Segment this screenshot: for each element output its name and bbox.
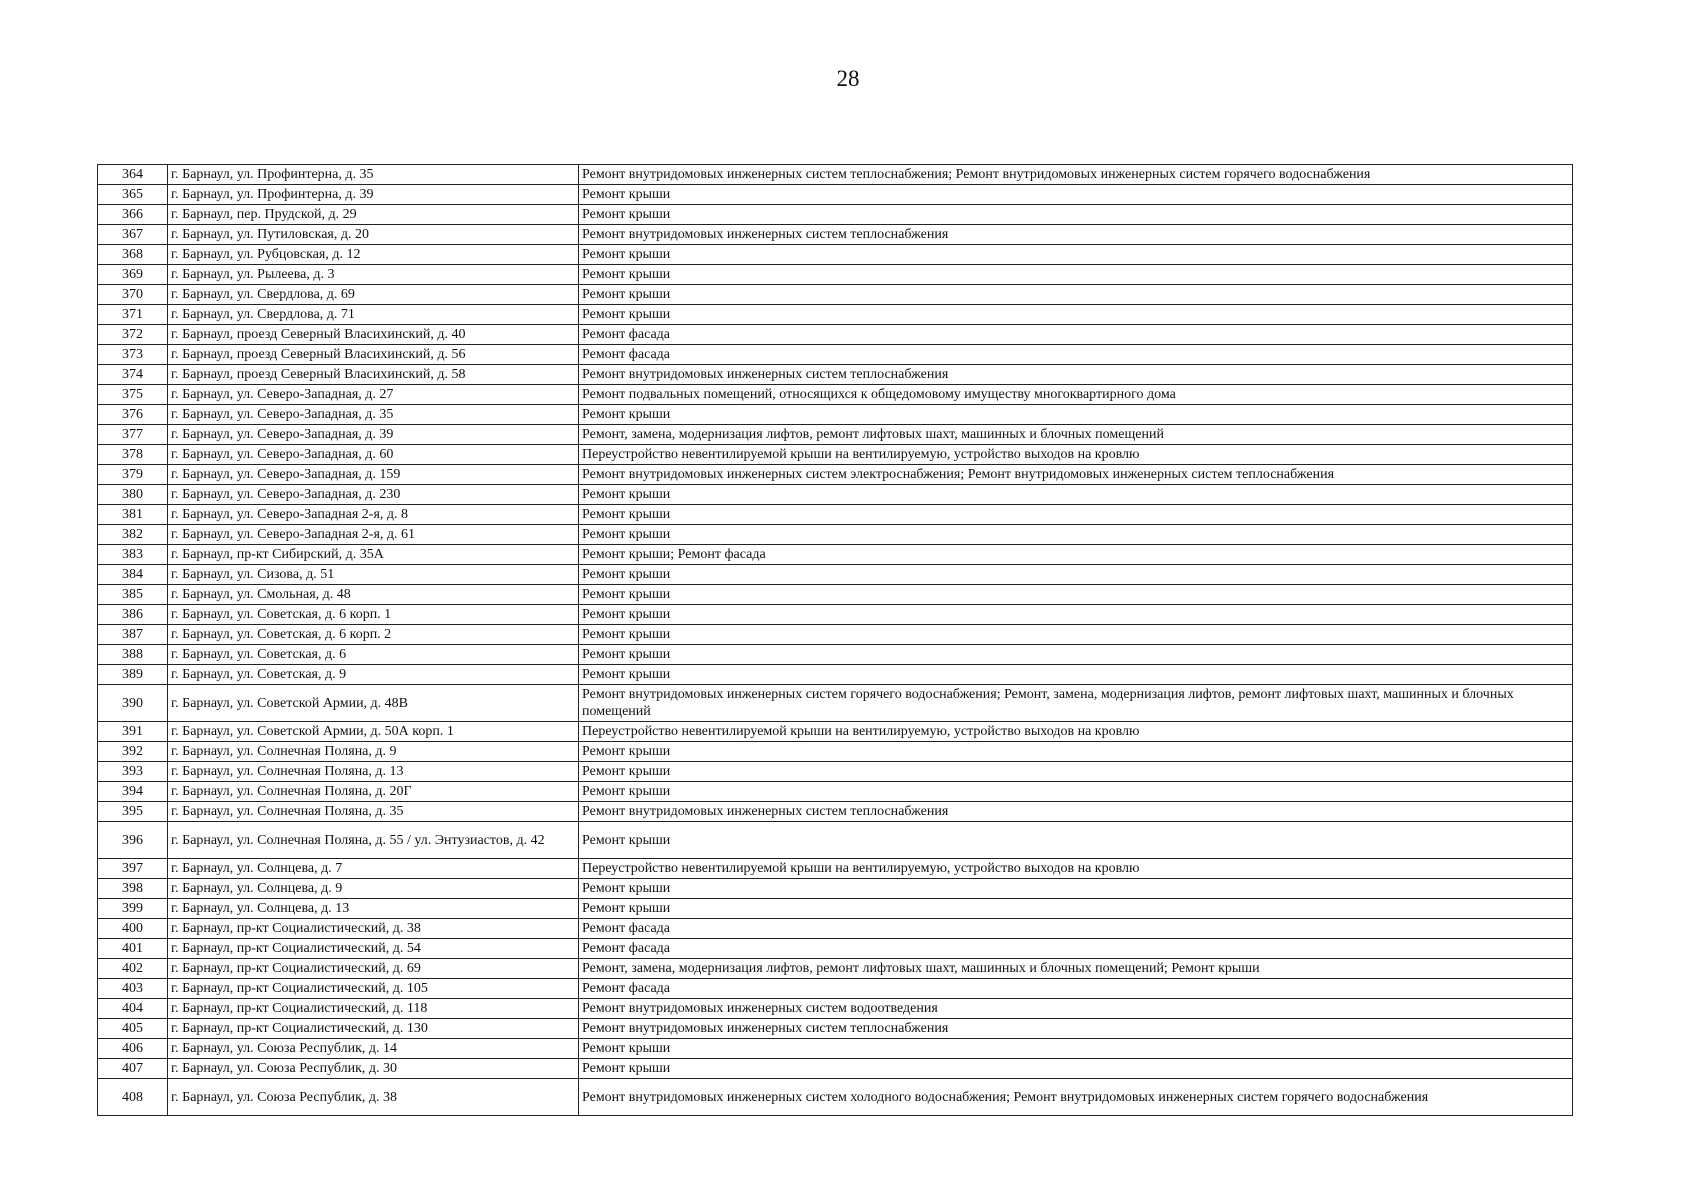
address-cell: г. Барнаул, пер. Прудской, д. 29: [168, 205, 579, 225]
address-cell: г. Барнаул, проезд Северный Власихинский, д. 58: [168, 365, 579, 385]
register-body: [98, 165, 1573, 1116]
table-row: [98, 999, 1573, 1019]
address-cell: г. Барнаул, пр-кт Социалистический, д. 38: [168, 919, 579, 939]
table-row: [98, 959, 1573, 979]
table-row: [98, 822, 1573, 859]
row-number-cell: 385: [98, 585, 168, 605]
table-row: [98, 365, 1573, 385]
table-row: [98, 325, 1573, 345]
row-number-cell: 375: [98, 385, 168, 405]
address-cell: г. Барнаул, пр-кт Социалистический, д. 105: [168, 979, 579, 999]
table-row: [98, 545, 1573, 565]
work-type-cell: Ремонт крыши: [579, 665, 1573, 685]
address-cell: г. Барнаул, пр-кт Социалистический, д. 118: [168, 999, 579, 1019]
row-number-cell: 377: [98, 425, 168, 445]
row-number-cell: 389: [98, 665, 168, 685]
table-row: [98, 305, 1573, 325]
row-number-cell: 376: [98, 405, 168, 425]
table-row: [98, 979, 1573, 999]
table-row: [98, 605, 1573, 625]
row-number-cell: 403: [98, 979, 168, 999]
table-row: [98, 225, 1573, 245]
address-cell: г. Барнаул, ул. Советская, д. 9: [168, 665, 579, 685]
table-row: [98, 405, 1573, 425]
table-row: [98, 919, 1573, 939]
row-number-cell: 406: [98, 1039, 168, 1059]
address-cell: г. Барнаул, ул. Северо-Западная, д. 27: [168, 385, 579, 405]
row-number-cell: 384: [98, 565, 168, 585]
row-number-cell: 364: [98, 165, 168, 185]
row-number-cell: 399: [98, 899, 168, 919]
work-type-cell: Ремонт крыши: [579, 525, 1573, 545]
table-row: [98, 1039, 1573, 1059]
work-type-cell: Ремонт крыши: [579, 822, 1573, 859]
work-type-cell: Переустройство невентилируемой крыши на вентилируемую, устройство выходов на кровлю: [579, 722, 1573, 742]
work-type-cell: Ремонт крыши: [579, 185, 1573, 205]
work-type-cell: Ремонт, замена, модернизация лифтов, ремонт лифтовых шахт, машинных и блочных помещений: [579, 425, 1573, 445]
work-type-cell: Ремонт крыши: [579, 305, 1573, 325]
row-number-cell: 402: [98, 959, 168, 979]
row-number-cell: 370: [98, 285, 168, 305]
table-row: [98, 762, 1573, 782]
work-type-cell: Ремонт крыши: [579, 742, 1573, 762]
address-cell: г. Барнаул, ул. Северо-Западная, д. 35: [168, 405, 579, 425]
work-type-cell: Ремонт фасада: [579, 939, 1573, 959]
table-row: [98, 645, 1573, 665]
address-cell: г. Барнаул, ул. Свердлова, д. 71: [168, 305, 579, 325]
table-row: [98, 425, 1573, 445]
address-cell: г. Барнаул, ул. Советская, д. 6 корп. 2: [168, 625, 579, 645]
address-cell: г. Барнаул, ул. Солнечная Поляна, д. 13: [168, 762, 579, 782]
address-cell: г. Барнаул, ул. Солнцева, д. 9: [168, 879, 579, 899]
work-type-cell: Ремонт фасада: [579, 345, 1573, 365]
work-type-cell: Ремонт внутридомовых инженерных систем водоотведения: [579, 999, 1573, 1019]
address-cell: г. Барнаул, пр-кт Социалистический, д. 69: [168, 959, 579, 979]
row-number-cell: 382: [98, 525, 168, 545]
work-type-cell: Ремонт внутридомовых инженерных систем теплоснабжения: [579, 365, 1573, 385]
row-number-cell: 371: [98, 305, 168, 325]
work-type-cell: Ремонт внутридомовых инженерных систем теплоснабжения: [579, 1019, 1573, 1039]
address-cell: г. Барнаул, ул. Путиловская, д. 20: [168, 225, 579, 245]
table-row: [98, 565, 1573, 585]
table-row: [98, 465, 1573, 485]
row-number-cell: 400: [98, 919, 168, 939]
address-cell: г. Барнаул, проезд Северный Власихинский, д. 56: [168, 345, 579, 365]
row-number-cell: 366: [98, 205, 168, 225]
row-number-cell: 391: [98, 722, 168, 742]
address-cell: г. Барнаул, ул. Солнечная Поляна, д. 35: [168, 802, 579, 822]
address-cell: г. Барнаул, ул. Солнцева, д. 7: [168, 859, 579, 879]
work-type-cell: Ремонт крыши: [579, 505, 1573, 525]
row-number-cell: 392: [98, 742, 168, 762]
address-cell: г. Барнаул, ул. Советской Армии, д. 50А корп. 1: [168, 722, 579, 742]
row-number-cell: 369: [98, 265, 168, 285]
work-type-cell: Ремонт крыши: [579, 565, 1573, 585]
address-cell: г. Барнаул, ул. Союза Республик, д. 14: [168, 1039, 579, 1059]
address-cell: г. Барнаул, ул. Смольная, д. 48: [168, 585, 579, 605]
table-row: [98, 625, 1573, 645]
work-type-cell: Ремонт крыши: [579, 265, 1573, 285]
table-row: [98, 245, 1573, 265]
row-number-cell: 386: [98, 605, 168, 625]
work-type-cell: Ремонт крыши: [579, 285, 1573, 305]
row-number-cell: 372: [98, 325, 168, 345]
address-cell: г. Барнаул, ул. Союза Республик, д. 30: [168, 1059, 579, 1079]
table-row: [98, 345, 1573, 365]
address-cell: г. Барнаул, ул. Профинтерна, д. 35: [168, 165, 579, 185]
table-row: [98, 685, 1573, 722]
work-type-cell: Ремонт внутридомовых инженерных систем теплоснабжения: [579, 802, 1573, 822]
address-cell: г. Барнаул, ул. Северо-Западная, д. 159: [168, 465, 579, 485]
table-row: [98, 859, 1573, 879]
work-type-cell: Ремонт внутридомовых инженерных систем теплоснабжения; Ремонт внутридомовых инженерных систем горячего водоснабжения: [579, 165, 1573, 185]
work-type-cell: Ремонт крыши: [579, 782, 1573, 802]
address-cell: г. Барнаул, ул. Северо-Западная, д. 230: [168, 485, 579, 505]
table-row: [98, 802, 1573, 822]
work-type-cell: Ремонт фасада: [579, 919, 1573, 939]
row-number-cell: 397: [98, 859, 168, 879]
address-cell: г. Барнаул, ул. Профинтерна, д. 39: [168, 185, 579, 205]
address-cell: г. Барнаул, ул. Северо-Западная, д. 60: [168, 445, 579, 465]
row-number-cell: 380: [98, 485, 168, 505]
work-type-cell: Переустройство невентилируемой крыши на вентилируемую, устройство выходов на кровлю: [579, 445, 1573, 465]
row-number-cell: 387: [98, 625, 168, 645]
work-type-cell: Ремонт крыши: [579, 405, 1573, 425]
table-row: [98, 385, 1573, 405]
work-type-cell: Ремонт крыши: [579, 645, 1573, 665]
address-cell: г. Барнаул, ул. Солнцева, д. 13: [168, 899, 579, 919]
work-type-cell: Ремонт фасада: [579, 979, 1573, 999]
work-type-cell: Ремонт фасада: [579, 325, 1573, 345]
row-number-cell: 388: [98, 645, 168, 665]
table-row: [98, 265, 1573, 285]
work-type-cell: Ремонт внутридомовых инженерных систем теплоснабжения: [579, 225, 1573, 245]
row-number-cell: 405: [98, 1019, 168, 1039]
address-cell: г. Барнаул, ул. Северо-Западная, д. 39: [168, 425, 579, 445]
row-number-cell: 394: [98, 782, 168, 802]
row-number-cell: 383: [98, 545, 168, 565]
row-number-cell: 398: [98, 879, 168, 899]
row-number-cell: 395: [98, 802, 168, 822]
address-cell: г. Барнаул, ул. Солнечная Поляна, д. 20Г: [168, 782, 579, 802]
work-type-cell: Ремонт крыши: [579, 1039, 1573, 1059]
table-row: [98, 485, 1573, 505]
address-cell: г. Барнаул, ул. Союза Республик, д. 38: [168, 1079, 579, 1116]
row-number-cell: 404: [98, 999, 168, 1019]
row-number-cell: 408: [98, 1079, 168, 1116]
table-row: [98, 525, 1573, 545]
row-number-cell: 374: [98, 365, 168, 385]
row-number-cell: 365: [98, 185, 168, 205]
work-type-cell: Ремонт крыши: [579, 605, 1573, 625]
table-row: [98, 505, 1573, 525]
work-type-cell: Ремонт крыши: [579, 879, 1573, 899]
table-row: [98, 445, 1573, 465]
table-row: [98, 665, 1573, 685]
address-cell: г. Барнаул, ул. Сизова, д. 51: [168, 565, 579, 585]
table-row: [98, 285, 1573, 305]
row-number-cell: 379: [98, 465, 168, 485]
work-type-cell: Ремонт крыши: [579, 205, 1573, 225]
table-row: [98, 899, 1573, 919]
table-row: [98, 1019, 1573, 1039]
work-type-cell: Ремонт крыши: [579, 625, 1573, 645]
table-row: [98, 722, 1573, 742]
address-cell: г. Барнаул, ул. Северо-Западная 2-я, д. 61: [168, 525, 579, 545]
address-cell: г. Барнаул, ул. Советской Армии, д. 48В: [168, 685, 579, 722]
work-type-cell: Ремонт подвальных помещений, относящихся к общедомовому имуществу многоквартирного дома: [579, 385, 1573, 405]
address-cell: г. Барнаул, ул. Рубцовская, д. 12: [168, 245, 579, 265]
table-row: [98, 879, 1573, 899]
address-cell: г. Барнаул, ул. Свердлова, д. 69: [168, 285, 579, 305]
work-type-cell: Ремонт внутридомовых инженерных систем горячего водоснабжения; Ремонт, замена, модернизация лифтов, ремонт лифтовых шахт, машинных и блочных помещений: [579, 685, 1573, 722]
address-cell: г. Барнаул, ул. Солнечная Поляна, д. 9: [168, 742, 579, 762]
work-type-cell: Ремонт крыши; Ремонт фасада: [579, 545, 1573, 565]
work-type-cell: Ремонт крыши: [579, 585, 1573, 605]
row-number-cell: 390: [98, 685, 168, 722]
work-type-cell: Ремонт внутридомовых инженерных систем холодного водоснабжения; Ремонт внутридомовых инженерных систем горячего водоснабжения: [579, 1079, 1573, 1116]
table-row: [98, 742, 1573, 762]
page-number: 28: [836, 66, 860, 91]
row-number-cell: 367: [98, 225, 168, 245]
table-row: [98, 165, 1573, 185]
row-number-cell: 396: [98, 822, 168, 859]
address-cell: г. Барнаул, ул. Северо-Западная 2-я, д. 8: [168, 505, 579, 525]
row-number-cell: 401: [98, 939, 168, 959]
work-type-cell: Ремонт крыши: [579, 245, 1573, 265]
address-cell: г. Барнаул, пр-кт Социалистический, д. 130: [168, 1019, 579, 1039]
row-number-cell: 373: [98, 345, 168, 365]
table-row: [98, 185, 1573, 205]
repair-register-table: [97, 164, 1573, 1116]
table-row: [98, 1079, 1573, 1116]
address-cell: г. Барнаул, ул. Советская, д. 6 корп. 1: [168, 605, 579, 625]
work-type-cell: Ремонт, замена, модернизация лифтов, ремонт лифтовых шахт, машинных и блочных помещений; Ремонт крыши: [579, 959, 1573, 979]
row-number-cell: 393: [98, 762, 168, 782]
address-cell: г. Барнаул, ул. Советская, д. 6: [168, 645, 579, 665]
row-number-cell: 381: [98, 505, 168, 525]
address-cell: г. Барнаул, пр-кт Сибирский, д. 35А: [168, 545, 579, 565]
work-type-cell: Ремонт крыши: [579, 485, 1573, 505]
address-cell: г. Барнаул, проезд Северный Власихинский, д. 40: [168, 325, 579, 345]
table-row: [98, 939, 1573, 959]
row-number-cell: 407: [98, 1059, 168, 1079]
work-type-cell: Ремонт крыши: [579, 899, 1573, 919]
table-row: [98, 782, 1573, 802]
address-cell: г. Барнаул, ул. Рылеева, д. 3: [168, 265, 579, 285]
address-cell: г. Барнаул, пр-кт Социалистический, д. 54: [168, 939, 579, 959]
work-type-cell: Ремонт крыши: [579, 1059, 1573, 1079]
work-type-cell: Ремонт крыши: [579, 762, 1573, 782]
table-row: [98, 585, 1573, 605]
table-row: [98, 1059, 1573, 1079]
row-number-cell: 368: [98, 245, 168, 265]
row-number-cell: 378: [98, 445, 168, 465]
work-type-cell: Переустройство невентилируемой крыши на вентилируемую, устройство выходов на кровлю: [579, 859, 1573, 879]
work-type-cell: Ремонт внутридомовых инженерных систем электроснабжения; Ремонт внутридомовых инженерных систем теплоснабжения: [579, 465, 1573, 485]
address-cell: г. Барнаул, ул. Солнечная Поляна, д. 55 / ул. Энтузиастов, д. 42: [168, 822, 579, 859]
table-row: [98, 205, 1573, 225]
